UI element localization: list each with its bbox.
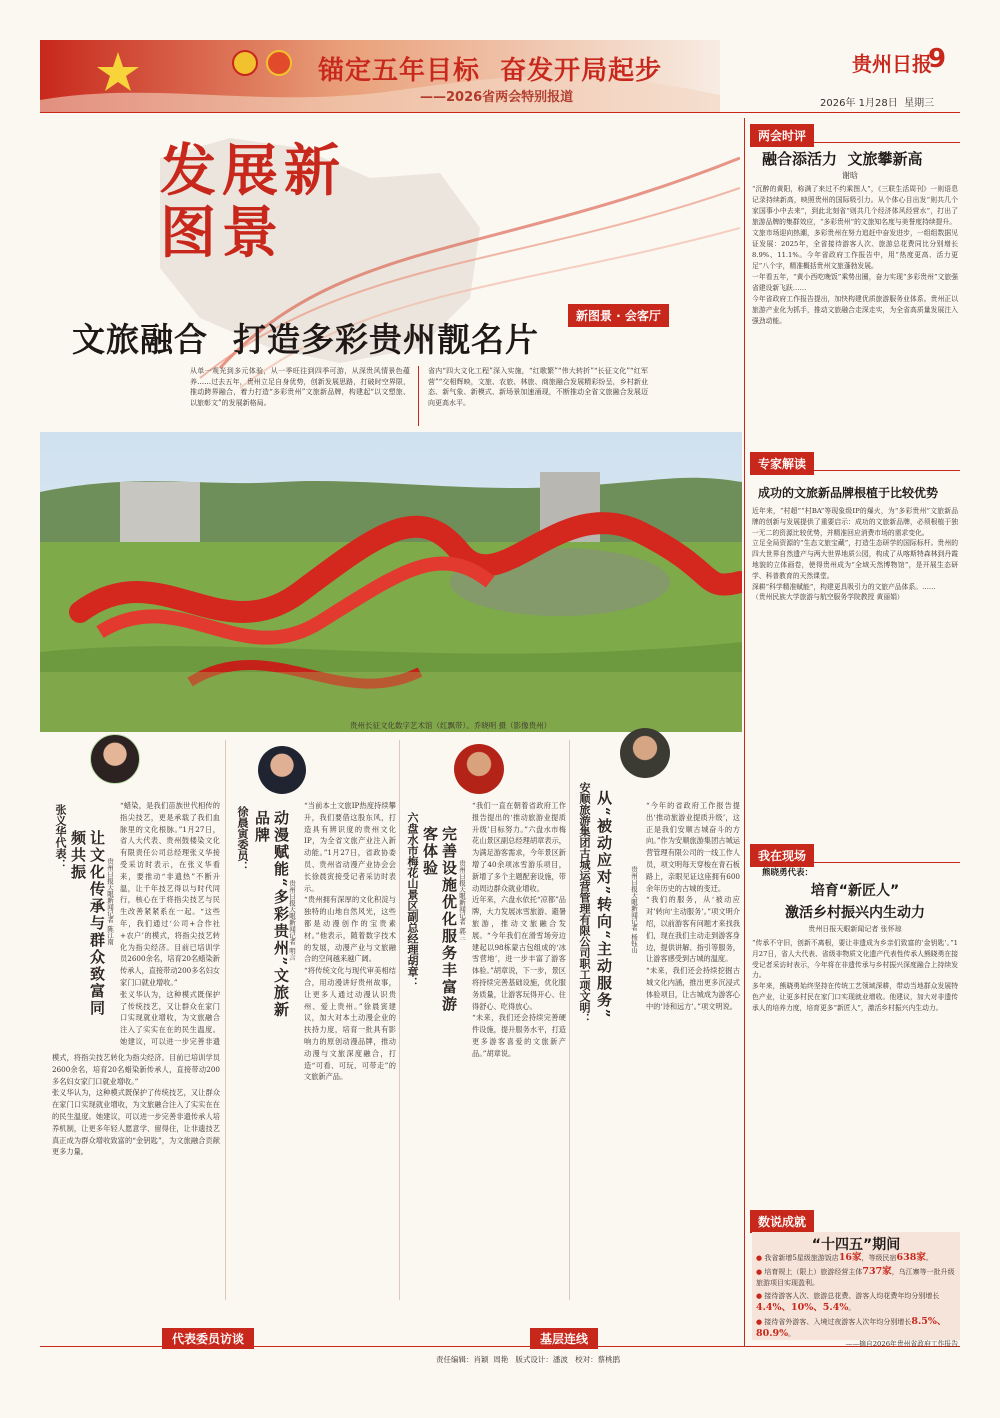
avatar — [620, 728, 670, 778]
stats-list — [756, 1252, 956, 1342]
stats-tag: 数说成就 — [750, 1210, 814, 1233]
interview-byline: 贵州日报天眼新闻记者 杨钰山 — [630, 866, 638, 953]
feature-lead-right: 省内“四大文化工程”深入实施，“红歌繁”“伟大转折”“长征文化”“红军营”“交相辉映，文旅、农旅、林旅、商旅融合发展精彩纷呈，乡村新业态、新气象、新模式、新场景加速涌现，不断推动全省文旅融合发展迈向更高水平。 — [428, 367, 648, 407]
commentary-author: 谢晗 — [842, 171, 858, 180]
bullet-icon: ● — [756, 1317, 765, 1326]
spot-body: “传承不守旧，创新不离根，要让非遗成为乡亲们致富的‘金钥匙’。”1月27日，省人大代表、省级非物质文化遗产代表性传承人熊晓勇在接受记者采访时表示，今年将在非遗传承与乡村振兴深度融合上持续发力。 多年来，熊晓勇始终坚持在传统工艺领域深耕，带动当地群众发展特色产业，让更多村民在家门口实现就业增收。他建议，加大对非遗传承人的培养力度，培育更多“新匠人”，激活乡村振兴内生动力。 — [752, 939, 958, 1012]
interview-body: “蜡染，是我们苗族世代相传的指尖技艺，更是承载了我们血脉里的文化根脉。”1月27日，省人大代表、贵州鼓楼染文化有限责任公司总经理张义华接受采访时表示，在张义华看来，要推动“非遗热”不断升温，让千年技艺得以与时代同行，核心在于将指尖技艺与民生改善紧紧系在一起。“这些年，我们通过‘公司+合作社+农户’的模式，将指尖技艺转化为指尖经济。目前已培训学员2600余名，培育20名蜡染新传承人，直接带动200多名妇女家门口就业增收。” 张义华认为，这种模式既保护了传统技艺，又让群众在家门口实现就业增收，为文旅融合注入了实实在在的民生温度。她建议，可以进一步完善非遗 — [120, 801, 220, 1046]
header-subtitle: ——2026省两会特别报道 — [420, 90, 574, 105]
stats-figure: 737家 — [862, 1265, 892, 1277]
stats-text: 。 — [848, 1304, 856, 1312]
avatar — [258, 746, 306, 794]
issue-date: 2026年 1月28日 星期三 — [820, 98, 935, 109]
expert-title: 成功的文旅新品牌根植于比较优势 — [758, 486, 939, 500]
cppcc-emblem-icon — [266, 50, 292, 76]
feature-tag: 新图景 · 会客厅 — [568, 304, 669, 327]
column-divider — [225, 740, 226, 1300]
interview-headline: 让文化传承与群众致富同频共振 — [69, 830, 106, 1017]
national-emblem-icon — [232, 50, 258, 76]
interview-body-continued: 模式，将指尖技艺转化为指尖经济。目前已培训学员2600余名，培育20名蜡染新传承人，直接带动200多名妇女家门口就业增收。” 张义华认为，这种模式既保护了传统技艺，又让群众在家门口实现就业增收，为文旅融合注入了实实在在的民生温度。她建议，可以进一步完善非遗传承人培养机制，让更多年轻人愿意学、留得住，让非遗技艺真正成为群众增收致富的“金钥匙”，为文旅融合贡献更多力量。 — [52, 1053, 220, 1157]
stats-figure: 638家 — [896, 1252, 926, 1263]
section-rule — [750, 142, 960, 143]
stats-text: 培育规上（限上）旅游经营主体 — [764, 1267, 863, 1276]
stats-item — [756, 1252, 956, 1265]
section-rule — [750, 862, 960, 863]
interview-name: 张义华代表： — [54, 804, 67, 870]
feature-photo — [40, 432, 742, 732]
expert-body: 近年来，“村超”“村BA”等现象级IP的爆火，为“多彩贵州”文旅新品牌的创新与发展提供了重要启示：成功的文旅新品牌，必须根植于独一无二的资源比较优势，并精准回应消费市场的需求变化。 立足全局资源的“生态文旅宝藏”，打造生态研学的国际标杆。贵州的四大世界自然遗产与两大世界地质公园，构成了从喀斯特森林到丹霞地貌的立体画卷，使得贵州成为“全域天然博物馆”，是开展生态研学、科普教育的天然课堂。 深耕“科学精准赋能”，构建更具吸引力的文旅产品体系。…… （贵州民族大学旅游与航空服务学院教授 黄丽娟） — [752, 507, 958, 602]
interview-name: 安顺旅游集团古城运营管理有限公司职工项文明： — [578, 782, 591, 1024]
interview-body: “我们一直在朝着省政府工作报告提出的‘推动旅游业提质升级’目标努力。”六盘水市梅花山景区副总经理胡章表示，为满足游客需求，今年景区新增了40余项冰雪游乐项目，新增了多个主题配套设施，带动周边群众就业增收。 近年来，六盘水依托“凉都”品牌，大力发展冰雪旅游、避暑旅游，推动文旅融合发展。“今年我们在滑雪场旁边建起以98栋蒙古包组成的‘冰雪营地’，进一步丰富了游客体验。”胡章说，下一步，景区将持续完善基础设施，优化服务质量，让游客玩得开心、住得舒心、吃得放心。 “未来，我们还会持续完善硬件设施，提升服务水平，打造更多游客喜爱的文旅新产品。”胡章说。 — [472, 801, 566, 1058]
paper-name: 贵州日报 — [852, 52, 932, 76]
footer-label-right: 基层连线 — [530, 1328, 598, 1349]
stats-figure: 8.5%、80.9% — [756, 1315, 947, 1339]
spot-title-line2: 激活乡村振兴内生动力 — [785, 905, 925, 921]
interview-headline: 完善设施优化服务丰富游客体验 — [421, 826, 458, 1013]
interview-name: 六盘水市梅花山景区副总经理胡章： — [406, 812, 419, 988]
stats-title: “十四五”期间 — [811, 1237, 901, 1253]
stats-text: 。 — [925, 1254, 933, 1262]
stats-text: 我省新增5星级旅游饭店 — [764, 1254, 839, 1262]
interview-headline: 动漫赋能“多彩贵州”文旅新品牌 — [253, 810, 290, 1019]
interview-byline: 贵州日报天眼新闻记者 郭三 — [458, 860, 466, 941]
stats-text: ，等级民宿 — [861, 1254, 897, 1262]
stats-item — [756, 1266, 956, 1290]
bullet-icon: ● — [756, 1254, 765, 1262]
spot-kicker: 熊晓勇代表： — [762, 868, 814, 878]
avatar — [90, 734, 140, 784]
commentary-title: 融合添活力 文旅攀新高 — [762, 150, 923, 168]
header-slogan: 锚定五年目标 奋发开局起步 — [318, 56, 663, 86]
photo-caption: 贵州长征文化数字艺术馆（红飘带）。乔晓明 摄（影像贵州） — [350, 721, 552, 730]
feature-title: 文旅融合 打造多彩贵州靓名片 — [72, 320, 539, 359]
spot-title-line1: 培育“新匠人” — [810, 883, 900, 899]
spot-byline: 贵州日报天眼新闻记者 张怀琼 — [808, 925, 902, 933]
stats-item — [756, 1291, 956, 1315]
lead-divider — [418, 366, 419, 426]
column-divider — [569, 740, 570, 1300]
interview-body: “今年的省政府工作报告提出‘推动旅游业提质升级’，这正是我们安顺古城奋斗的方向。”作为安顺旅游集团古城运营管理有限公司的一线工作人员，项文明每天穿梭在青石板路上，亲眼见证这座拥有600余年历史的古城的变迁。 “我们的服务，从‘被动应对’转向‘主动服务’。”项文明介绍，以前游客有问题才来找我们，现在我们主动走到游客身边，提供讲解、指引等服务，让游客感受到古城的温度。 “未来，我们还会持续挖掘古城文化内涵，推出更多沉浸式体验项目，让古城成为游客心中的‘诗和远方’。”项文明说。 — [646, 801, 740, 1011]
stats-text: 接待省外游客、入境过夜游客人次年均分别增长 — [764, 1317, 912, 1326]
interview-byline: 贵州日报天眼新闻记者 陈江南 — [106, 858, 114, 945]
stats-text: ，乌江寨等一批升级旅游项目实现盈利。 — [756, 1267, 955, 1287]
stats-text: 。 — [788, 1330, 796, 1338]
page-number: 9 — [928, 44, 947, 74]
feature-banner: 发展新图景 — [160, 138, 346, 266]
feature-lead-left: 从单一观光到多元体验，从一季旺往到四季可游，从深贵风情景色蕴养……过去五年，贵州立足自身优势，创新发展思路，打破时空界限，推动跨界融合，着力打造“多彩贵州”文旅新品牌，构建起“以文塑旅、以旅彰文”的发展新格局。 — [190, 367, 410, 407]
stats-source: ——摘自2026年贵州省政府工作报告 — [845, 1340, 958, 1348]
commentary-body: “沉醉的黄阳，称满了来过不约乘图人”，《三联生活周刊》一则语息记录持续新高，映照贵州的国际吸引力。从个体心目出发“则共几个家国事小中去来”，到此北刻省“则共几个经济体风经营水”，打出了旅游品牌的集群效应，“多彩贵州”的文旅知名度与美誉度持续提升。 文旅市场迎向热潮，多彩贵州在努力追赶中奋发进步，一组组数据见证发展：2025年，全省接待游客人次、旅游总花费同比分别增长8.9%、11.1%。今年省政府工作报告中，用“热度更高、活力更足”八个字，精准概括贵州文旅蓬勃发展。 一年看五年，“黄小西吃晚饭”乘势出圈，奋力实现“多彩贵州”文旅强省建设新飞跃…… 今年省政府工作报告提出，加快构建优质旅游服务业体系。贵州正以旅游产业化为抓手，推动文旅融合走深走实，为全省高质量发展注入强劲动能。 — [752, 185, 958, 325]
section-rule — [750, 470, 960, 471]
stats-item — [756, 1316, 956, 1341]
interview-name: 徐晨寅委员： — [236, 806, 249, 872]
stats-figure: 16家 — [838, 1252, 862, 1263]
footer-label-left: 代表委员访谈 — [162, 1328, 254, 1349]
commentary-tag: 两会时评 — [750, 124, 814, 147]
header-rule — [40, 112, 960, 113]
expert-tag: 专家解读 — [750, 452, 814, 475]
interview-headline: 从“被动应对”转向“主动服务” — [595, 790, 613, 1020]
interview-body: “当前本土文旅IP热度持续攀升，我们要借这股东风，打造具有辨识度的贵州文化IP，为全省文旅产业注入新动能。”1月27日，省政协委员、贵州省动漫产业协会会长徐晨寅接受记者采访时表示。 “贵州拥有深厚的文化积淀与独特的山地自然风光，这些都是动漫创作的宝贵素材。”他表示，随着数字技术的发展，动漫产业与文旅融合的空间越来越广阔。 “将传统文化与现代审美相结合，用动漫讲好贵州故事，让更多人通过动漫认识贵州、爱上贵州。”徐晨寅建议，加大对本土动漫企业的扶持力度，培育一批具有影响力的原创动漫品牌，推动动漫与文旅深度融合，打造“可看、可玩、可带走”的文旅新产品。 — [304, 801, 396, 1082]
bullet-icon: ● — [756, 1291, 765, 1300]
interview-byline: 贵州日报天眼新闻记者 明言 — [288, 880, 296, 961]
column-divider — [399, 740, 400, 1300]
stats-text: 接待游客人次、旅游总花费、游客人均花费年均分别增长 — [764, 1291, 940, 1300]
sidebar-divider — [744, 118, 745, 1346]
bullet-icon: ● — [756, 1267, 765, 1276]
footer-credits: 责任编辑：肖颖 周艳 版式设计：潘波 校对：蔡桃鹃 — [436, 1355, 621, 1364]
stats-figure: 4.4%、10%、5.4% — [756, 1302, 849, 1313]
spot-tag: 我在现场 — [750, 844, 814, 867]
avatar — [454, 744, 504, 794]
